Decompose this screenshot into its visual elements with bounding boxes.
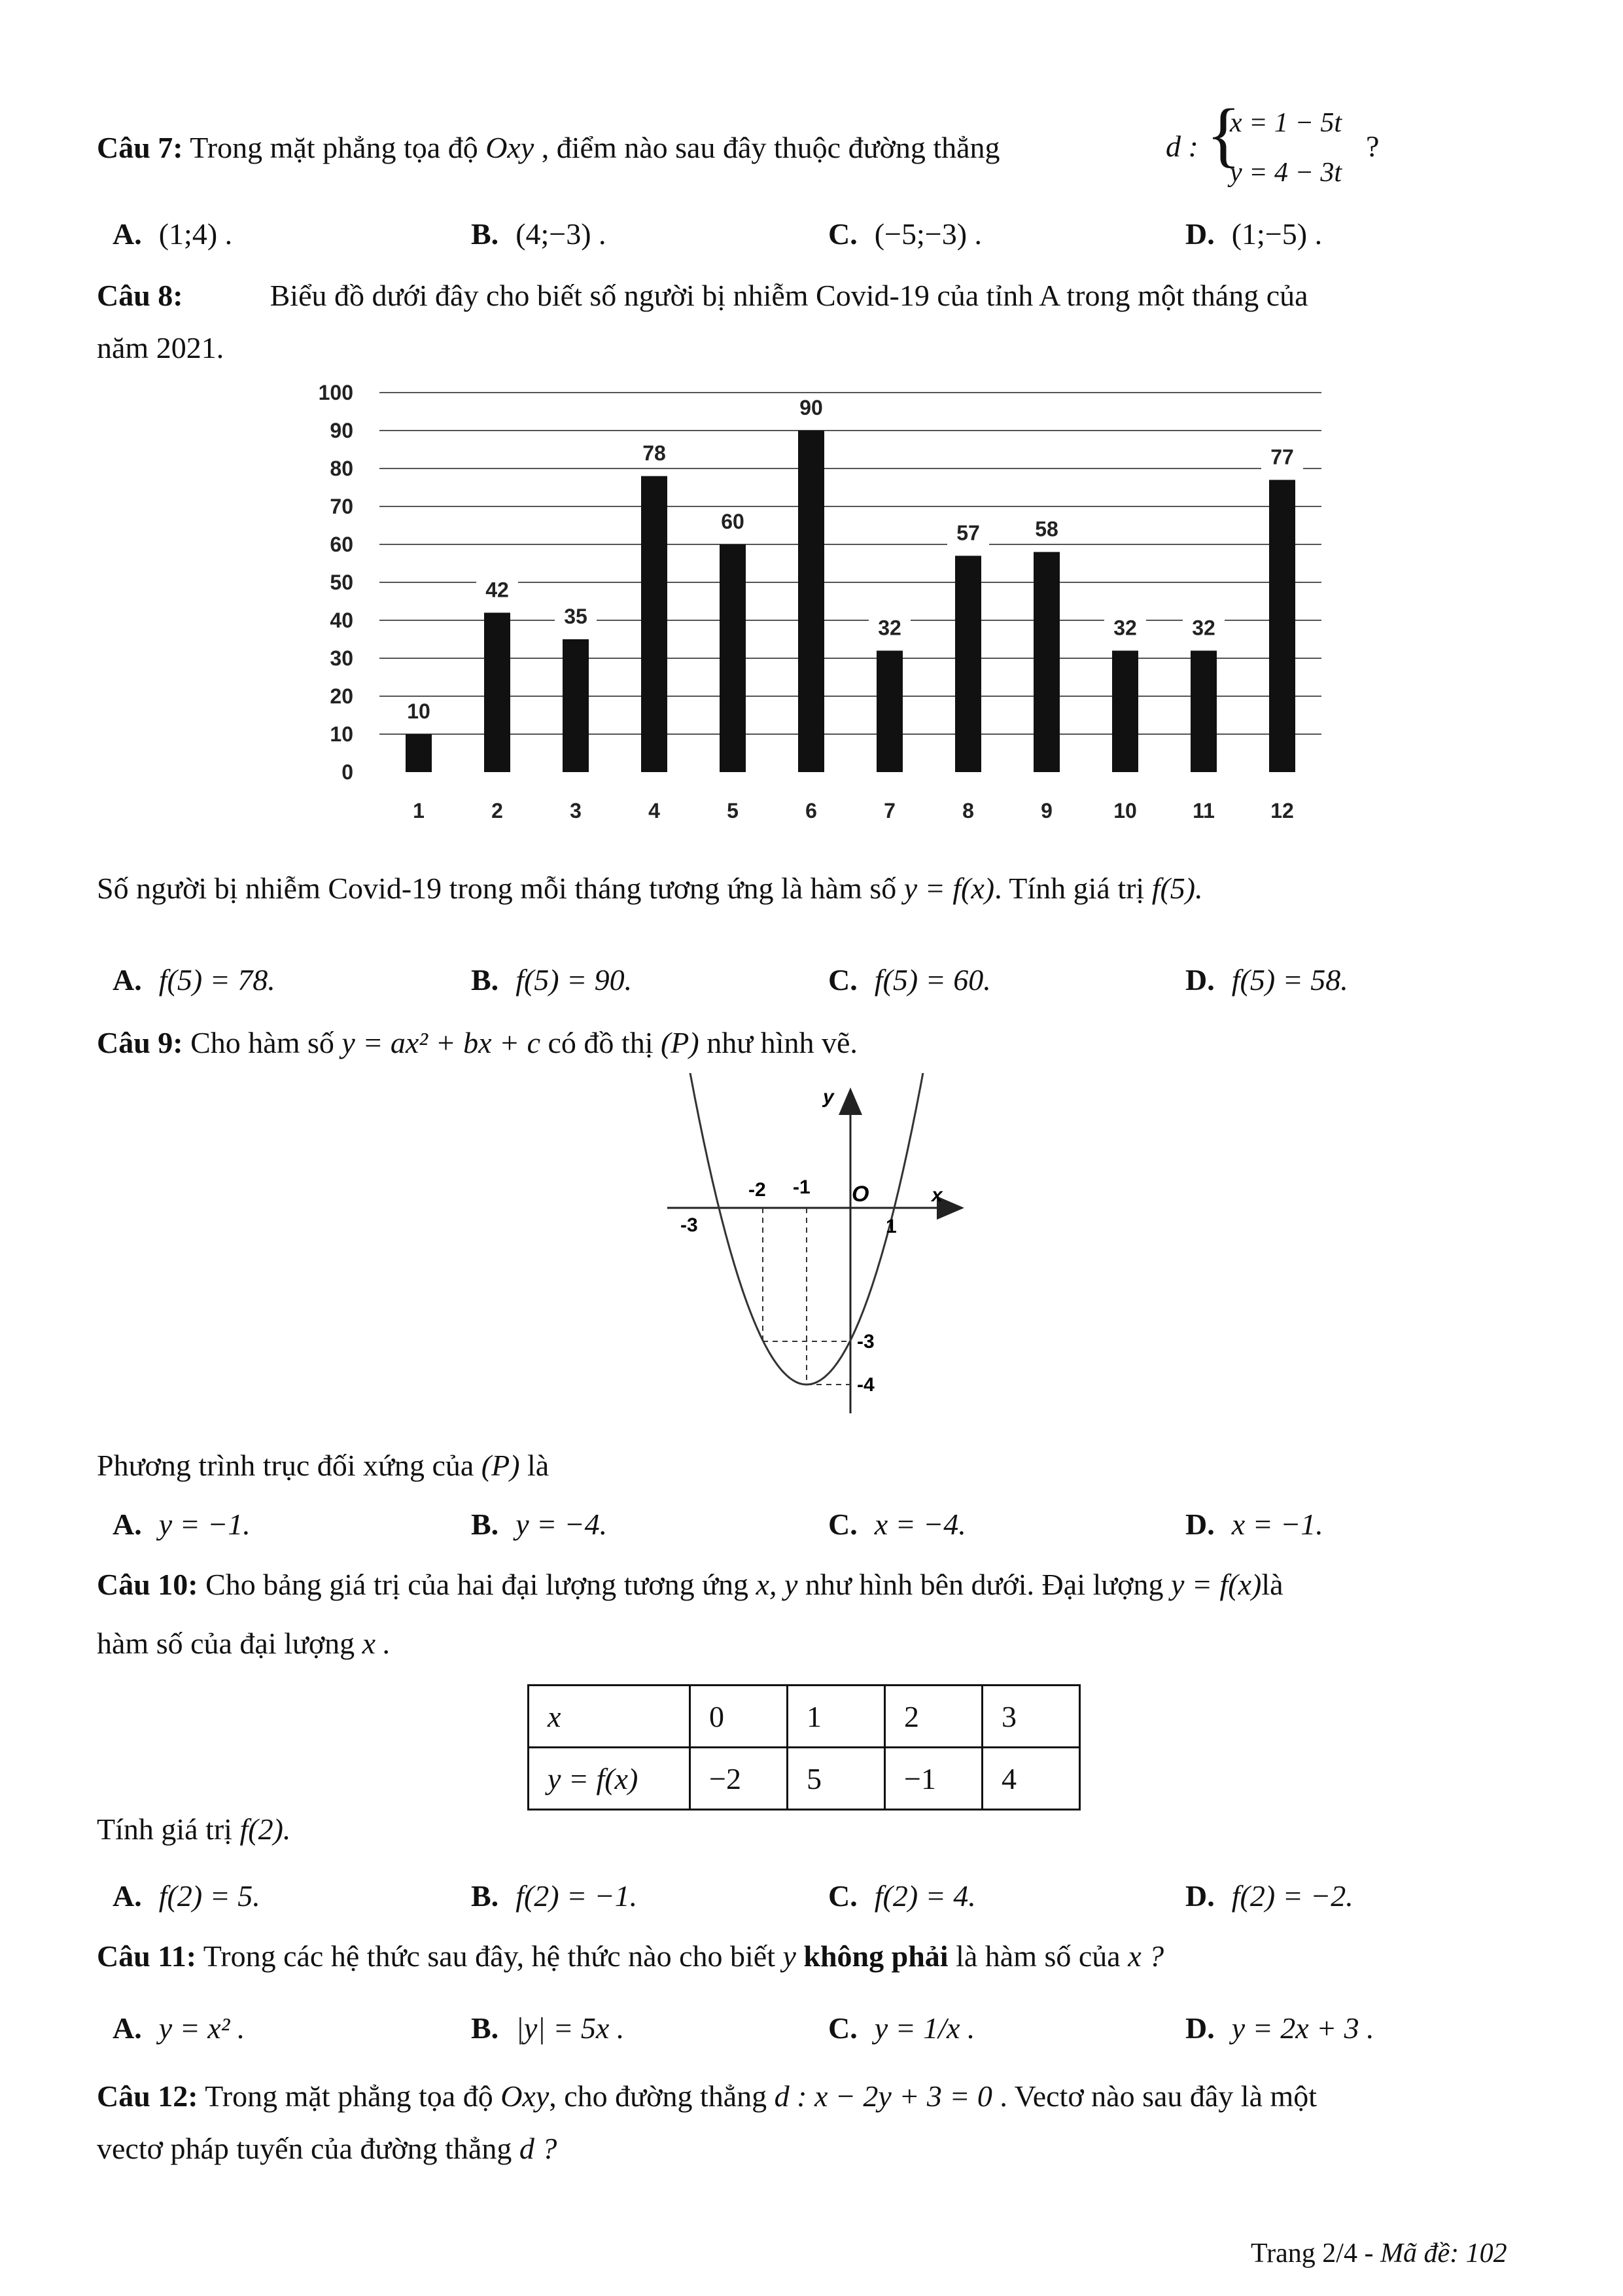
q11-option-a[interactable]: A. y = x² . bbox=[113, 2011, 245, 2045]
x-tick-label: 4 bbox=[648, 799, 660, 822]
q11-option-b[interactable]: B. |y| = 5x . bbox=[471, 2011, 625, 2045]
q12-stem-line1: Câu 12: Trong mặt phẳng tọa độ Oxy, cho đường thẳng d : x − 2y + 3 = 0 . Vectơ nào sau đây là một bbox=[97, 2079, 1318, 2113]
bar bbox=[877, 650, 903, 772]
q7-coord: Oxy bbox=[485, 131, 534, 164]
data-label: 90 bbox=[799, 396, 823, 419]
chart-grid bbox=[379, 393, 1321, 734]
q9-option-a[interactable]: A. y = −1. bbox=[113, 1508, 251, 1541]
table-cell: −1 bbox=[885, 1748, 983, 1810]
q10-stem-line2: hàm số của đại lượng x . bbox=[97, 1627, 391, 1660]
y-tick-label: 0 bbox=[341, 760, 353, 784]
bar bbox=[798, 431, 824, 772]
q7-brace: { bbox=[1206, 94, 1241, 174]
x-tick-label: 7 bbox=[884, 799, 896, 822]
table-row-fx bbox=[529, 1748, 1080, 1810]
data-label: 60 bbox=[721, 510, 744, 533]
q9-option-d[interactable]: D. x = −1. bbox=[1185, 1508, 1323, 1541]
q7-option-a[interactable]: A. (1;4) . bbox=[113, 217, 233, 251]
table-cell: 0 bbox=[690, 1686, 788, 1748]
x-tick-label: 9 bbox=[1041, 799, 1053, 822]
q7-line-name: d : bbox=[1166, 130, 1198, 163]
chart-data-labels bbox=[398, 395, 1303, 725]
q12-label: Câu 12: bbox=[97, 2079, 198, 2113]
q10-stem-line1: Câu 10: Cho bảng giá trị của hai đại lượng tương ứng x, y như hình bên dưới. Đại lượng y = f(x)là bbox=[97, 1568, 1283, 1601]
q9-graph-name: (P) bbox=[660, 1026, 699, 1059]
data-label: 10 bbox=[407, 699, 430, 723]
q8-stem-line1 bbox=[97, 277, 1308, 314]
x-tick-label: 8 bbox=[962, 799, 974, 822]
q7-text: Trong mặt phẳng tọa độ bbox=[190, 131, 478, 164]
bar bbox=[955, 556, 981, 772]
q9-option-c[interactable]: C. x = −4. bbox=[828, 1508, 966, 1541]
q8-option-d[interactable]: D. f(5) = 58. bbox=[1185, 963, 1348, 997]
table-cell: 1 bbox=[788, 1686, 885, 1748]
chart-bars bbox=[406, 431, 1295, 772]
data-label: 32 bbox=[1192, 616, 1215, 640]
bar bbox=[641, 476, 667, 772]
q7-label: Câu 7: bbox=[97, 131, 183, 164]
data-label: 58 bbox=[1035, 517, 1058, 541]
table-cell: 5 bbox=[788, 1748, 885, 1810]
chart-x-tick-labels bbox=[413, 799, 1294, 822]
table-cell: 2 bbox=[885, 1686, 983, 1748]
q10-label: Câu 10: bbox=[97, 1568, 198, 1601]
x-label-minus2: -2 bbox=[748, 1179, 766, 1201]
data-label: 57 bbox=[956, 521, 980, 545]
x-label-1: 1 bbox=[886, 1216, 897, 1237]
covid-bar-chart bbox=[281, 373, 1341, 831]
q7-stem bbox=[97, 130, 1000, 166]
x-tick-label: 6 bbox=[805, 799, 817, 822]
y-tick-label: 20 bbox=[330, 684, 353, 708]
y-tick-label: 40 bbox=[330, 609, 353, 632]
q8-after: Số người bị nhiễm Covid-19 trong mỗi tháng tương ứng là hàm số y = f(x). Tính giá trị f(5). bbox=[97, 872, 1203, 905]
bar bbox=[1191, 650, 1217, 772]
y-tick-label: 100 bbox=[318, 381, 353, 404]
q8-func: y = f(x) bbox=[903, 872, 995, 905]
bar bbox=[1269, 480, 1295, 772]
exam-code: Mã đề: 102 bbox=[1380, 2238, 1507, 2269]
bar bbox=[563, 639, 589, 772]
q11-emphasis: không phải bbox=[803, 1939, 949, 1973]
q10-option-c[interactable]: C. f(2) = 4. bbox=[828, 1879, 976, 1913]
q9-func: y = ax² + bx + c bbox=[341, 1026, 540, 1059]
q8-option-c[interactable]: C. f(5) = 60. bbox=[828, 963, 991, 997]
x-tick-label: 5 bbox=[727, 799, 739, 822]
page-number: Trang 2/4 - bbox=[1251, 2238, 1374, 2269]
origin-label: O bbox=[852, 1182, 869, 1207]
table-row-x bbox=[529, 1686, 1080, 1748]
q8-text-line1: Biểu đồ dưới đây cho biết số người bị nhiễm Covid-19 của tỉnh A trong một tháng của bbox=[270, 279, 1308, 312]
x-tick-label: 11 bbox=[1193, 799, 1215, 822]
y-tick-label: 90 bbox=[330, 419, 353, 442]
value-table bbox=[527, 1684, 1081, 1810]
data-label: 35 bbox=[564, 605, 587, 628]
parabola-graph bbox=[667, 1073, 968, 1426]
bar bbox=[406, 734, 432, 772]
bar bbox=[720, 544, 746, 772]
q8-text-line2: năm 2021. bbox=[97, 331, 224, 364]
q10-option-d[interactable]: D. f(2) = −2. bbox=[1185, 1879, 1353, 1913]
y-label-minus4: -4 bbox=[857, 1374, 875, 1396]
q10-after: Tính giá trị f(2). bbox=[97, 1812, 291, 1846]
q9-after: Phương trình trục đối xứng của (P) là bbox=[97, 1449, 550, 1482]
q10-option-b[interactable]: B. f(2) = −1. bbox=[471, 1879, 638, 1913]
data-label: 78 bbox=[642, 441, 666, 465]
data-label: 32 bbox=[1113, 616, 1137, 640]
y-tick-label: 30 bbox=[330, 646, 353, 670]
q12-stem-line2: vectơ pháp tuyến của đường thẳng d ? bbox=[97, 2132, 557, 2165]
y-tick-label: 60 bbox=[330, 533, 353, 556]
y-axis-label: y bbox=[823, 1086, 834, 1108]
q8-option-b[interactable]: B. f(5) = 90. bbox=[471, 963, 633, 997]
q7-eq1: x = 1 − 5t bbox=[1230, 108, 1342, 138]
x-tick-label: 1 bbox=[413, 799, 425, 822]
q9-label: Câu 9: bbox=[97, 1026, 183, 1059]
data-label: 32 bbox=[878, 616, 901, 640]
table-cell: x bbox=[529, 1686, 690, 1748]
table-cell: −2 bbox=[690, 1748, 788, 1810]
x-tick-label: 3 bbox=[570, 799, 582, 822]
q8-label: Câu 8: bbox=[97, 279, 183, 312]
bar bbox=[1112, 650, 1138, 772]
y-label-minus3: -3 bbox=[857, 1331, 875, 1352]
x-tick-label: 12 bbox=[1270, 799, 1294, 822]
q10-option-a[interactable]: A. f(2) = 5. bbox=[113, 1879, 260, 1913]
data-label: 77 bbox=[1270, 445, 1294, 469]
data-label: 42 bbox=[485, 578, 509, 602]
q7-qmark: ? bbox=[1366, 130, 1380, 163]
y-tick-label: 80 bbox=[330, 457, 353, 480]
q7-eq2: y = 4 − 3t bbox=[1230, 158, 1342, 188]
x-tick-label: 10 bbox=[1113, 799, 1137, 822]
q11-label: Câu 11: bbox=[97, 1939, 197, 1973]
q9-stem: Câu 9: Cho hàm số y = ax² + bx + c có đồ thị (P) như hình vẽ. bbox=[97, 1026, 858, 1059]
y-tick-label: 10 bbox=[330, 722, 353, 746]
q8-option-a[interactable]: A. f(5) = 78. bbox=[113, 963, 275, 997]
q7-option-d[interactable]: D. (1;−5) . bbox=[1185, 217, 1323, 251]
y-tick-label: 50 bbox=[330, 571, 353, 594]
x-tick-label: 2 bbox=[491, 799, 503, 822]
y-tick-label: 70 bbox=[330, 495, 353, 518]
q11-option-d[interactable]: D. y = 2x + 3 . bbox=[1185, 2011, 1374, 2045]
q7-text2: , điểm nào sau đây thuộc đường thẳng bbox=[541, 131, 1000, 164]
q11-option-c[interactable]: C. y = 1/x . bbox=[828, 2011, 975, 2045]
q8-eval: f(5). bbox=[1151, 872, 1203, 905]
table-cell: 4 bbox=[983, 1748, 1080, 1810]
x-label-minus3: -3 bbox=[680, 1214, 698, 1236]
table-cell: 3 bbox=[983, 1686, 1080, 1748]
q7-option-b[interactable]: B. (4;−3) . bbox=[471, 217, 606, 251]
q11-stem: Câu 11: Trong các hệ thức sau đây, hệ thức nào cho biết y không phải là hàm số của x ? bbox=[97, 1939, 1164, 1973]
page-footer bbox=[1251, 2235, 1507, 2272]
bar bbox=[1034, 552, 1060, 772]
q9-option-b[interactable]: B. y = −4. bbox=[471, 1508, 608, 1541]
x-axis-label: x bbox=[932, 1184, 943, 1206]
bar bbox=[484, 612, 510, 772]
x-label-minus1: -1 bbox=[793, 1176, 811, 1198]
table-cell: y = f(x) bbox=[529, 1748, 690, 1810]
chart-y-tick-labels bbox=[319, 381, 353, 784]
q7-option-c[interactable]: C. (−5;−3) . bbox=[828, 217, 983, 251]
